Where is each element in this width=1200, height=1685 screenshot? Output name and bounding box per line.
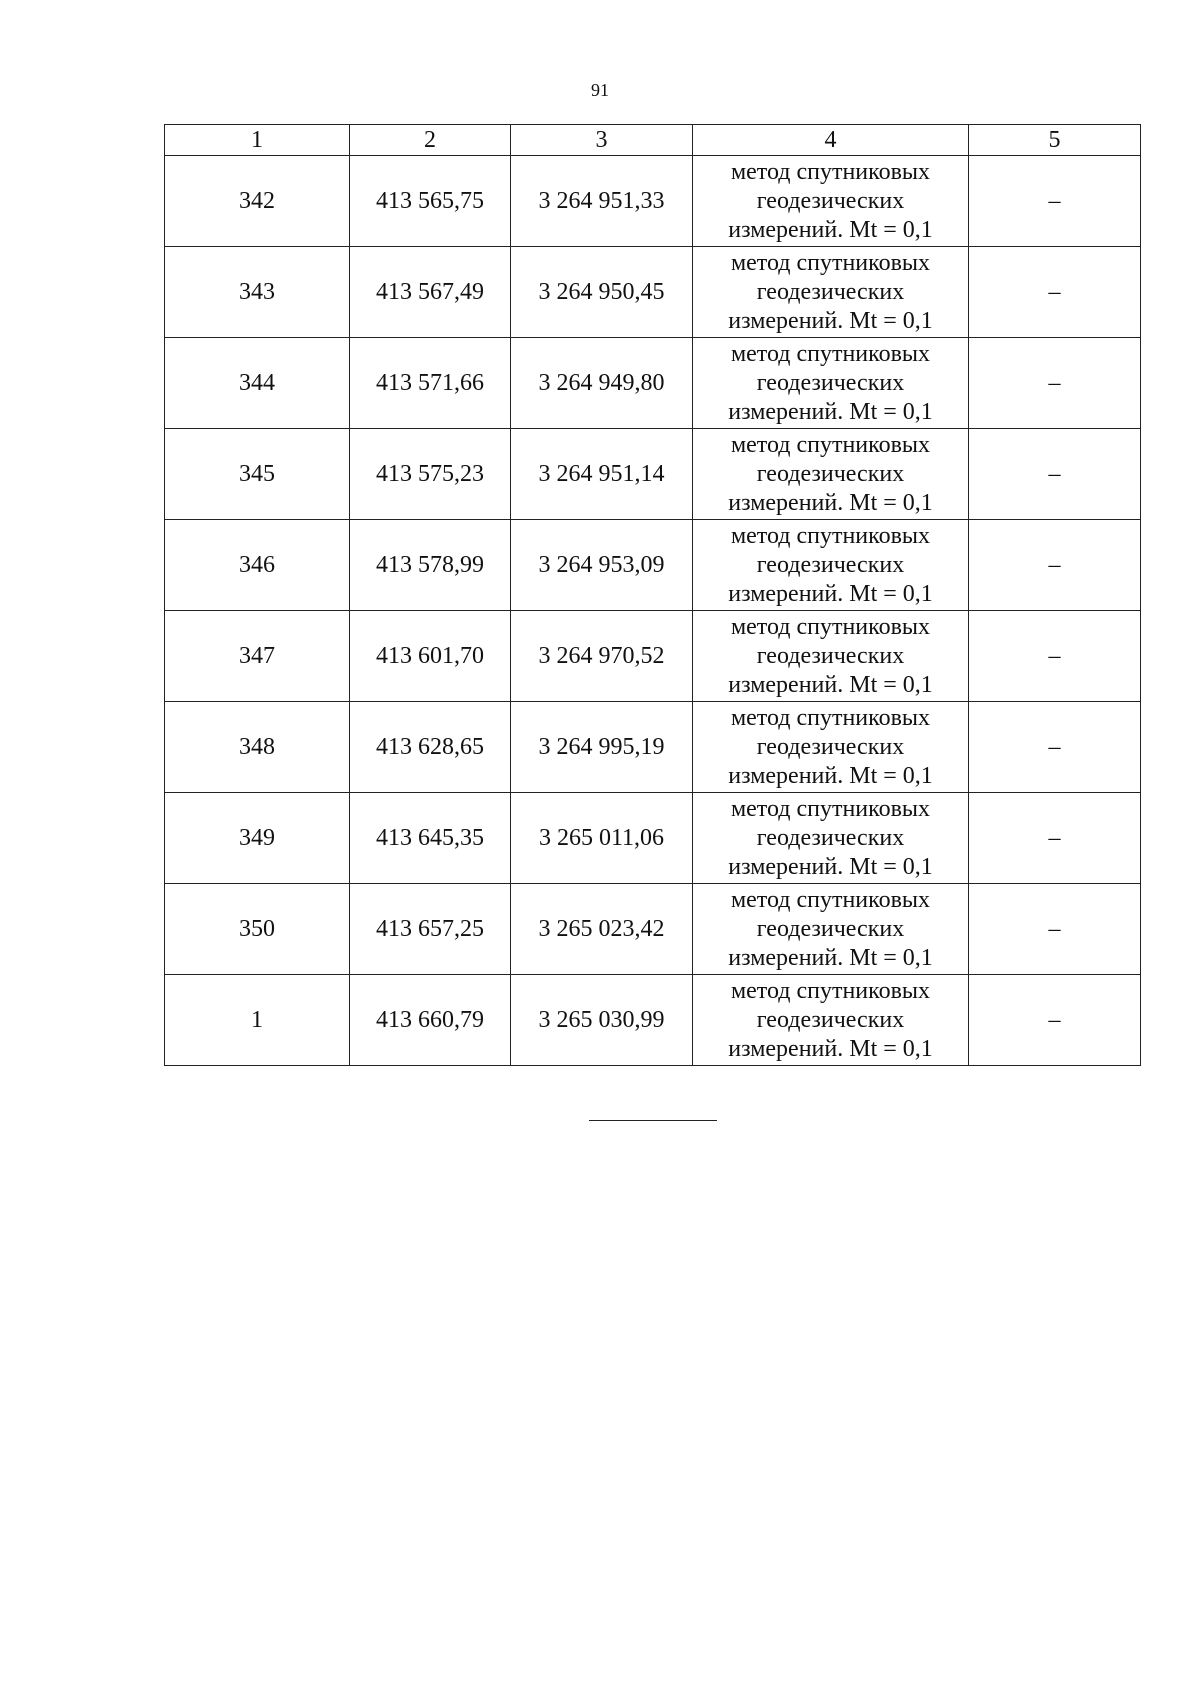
- point-number-cell: 347: [165, 611, 350, 702]
- x-coordinate-cell: 413 571,66: [350, 338, 511, 429]
- point-number-cell: 342: [165, 156, 350, 247]
- y-coordinate-cell: 3 264 951,14: [511, 429, 693, 520]
- note-cell: –: [969, 520, 1141, 611]
- y-coordinate-cell: 3 265 011,06: [511, 793, 693, 884]
- point-number-cell: 350: [165, 884, 350, 975]
- table-body: [165, 156, 1141, 1066]
- note-cell: –: [969, 793, 1141, 884]
- y-coordinate-cell: 3 264 950,45: [511, 247, 693, 338]
- note-cell: –: [969, 247, 1141, 338]
- method-cell: метод спутниковых геодезических измерений. Mt = 0,1: [693, 338, 969, 429]
- coordinates-table: [164, 124, 1141, 1066]
- x-coordinate-cell: 413 645,35: [350, 793, 511, 884]
- column-header-4: 4: [693, 125, 969, 156]
- y-coordinate-cell: 3 264 970,52: [511, 611, 693, 702]
- method-cell: метод спутниковых геодезических измерений. Mt = 0,1: [693, 611, 969, 702]
- note-cell: –: [969, 884, 1141, 975]
- table-row: [165, 156, 1141, 247]
- table-row: [165, 429, 1141, 520]
- note-cell: –: [969, 702, 1141, 793]
- method-cell: метод спутниковых геодезических измерений. Mt = 0,1: [693, 247, 969, 338]
- column-header-3: 3: [511, 125, 693, 156]
- table-row: [165, 884, 1141, 975]
- x-coordinate-cell: 413 601,70: [350, 611, 511, 702]
- end-of-document-rule: [589, 1120, 717, 1121]
- y-coordinate-cell: 3 264 949,80: [511, 338, 693, 429]
- table-header: [165, 125, 1141, 156]
- header-row: [165, 125, 1141, 156]
- column-header-1: 1: [165, 125, 350, 156]
- column-header-2: 2: [350, 125, 511, 156]
- point-number-cell: 345: [165, 429, 350, 520]
- x-coordinate-cell: 413 660,79: [350, 975, 511, 1066]
- point-number-cell: 344: [165, 338, 350, 429]
- point-number-cell: 343: [165, 247, 350, 338]
- note-cell: –: [969, 611, 1141, 702]
- note-cell: –: [969, 338, 1141, 429]
- x-coordinate-cell: 413 567,49: [350, 247, 511, 338]
- point-number-cell: 346: [165, 520, 350, 611]
- table-row: [165, 338, 1141, 429]
- note-cell: –: [969, 975, 1141, 1066]
- method-cell: метод спутниковых геодезических измерений. Mt = 0,1: [693, 975, 969, 1066]
- column-header-5: 5: [969, 125, 1141, 156]
- table-row: [165, 793, 1141, 884]
- y-coordinate-cell: 3 265 030,99: [511, 975, 693, 1066]
- table-row: [165, 611, 1141, 702]
- y-coordinate-cell: 3 264 951,33: [511, 156, 693, 247]
- y-coordinate-cell: 3 264 953,09: [511, 520, 693, 611]
- x-coordinate-cell: 413 628,65: [350, 702, 511, 793]
- note-cell: –: [969, 156, 1141, 247]
- method-cell: метод спутниковых геодезических измерений. Mt = 0,1: [693, 702, 969, 793]
- method-cell: метод спутниковых геодезических измерений. Mt = 0,1: [693, 156, 969, 247]
- method-cell: метод спутниковых геодезических измерений. Mt = 0,1: [693, 429, 969, 520]
- point-number-cell: 348: [165, 702, 350, 793]
- x-coordinate-cell: 413 657,25: [350, 884, 511, 975]
- x-coordinate-cell: 413 578,99: [350, 520, 511, 611]
- point-number-cell: 349: [165, 793, 350, 884]
- table-row: [165, 520, 1141, 611]
- point-number-cell: 1: [165, 975, 350, 1066]
- method-cell: метод спутниковых геодезических измерений. Mt = 0,1: [693, 793, 969, 884]
- method-cell: метод спутниковых геодезических измерений. Mt = 0,1: [693, 884, 969, 975]
- page-number: 91: [591, 80, 609, 100]
- y-coordinate-cell: 3 264 995,19: [511, 702, 693, 793]
- table-row: [165, 975, 1141, 1066]
- method-cell: метод спутниковых геодезических измерений. Mt = 0,1: [693, 520, 969, 611]
- note-cell: –: [969, 429, 1141, 520]
- table-row: [165, 247, 1141, 338]
- x-coordinate-cell: 413 565,75: [350, 156, 511, 247]
- x-coordinate-cell: 413 575,23: [350, 429, 511, 520]
- table-row: [165, 702, 1141, 793]
- y-coordinate-cell: 3 265 023,42: [511, 884, 693, 975]
